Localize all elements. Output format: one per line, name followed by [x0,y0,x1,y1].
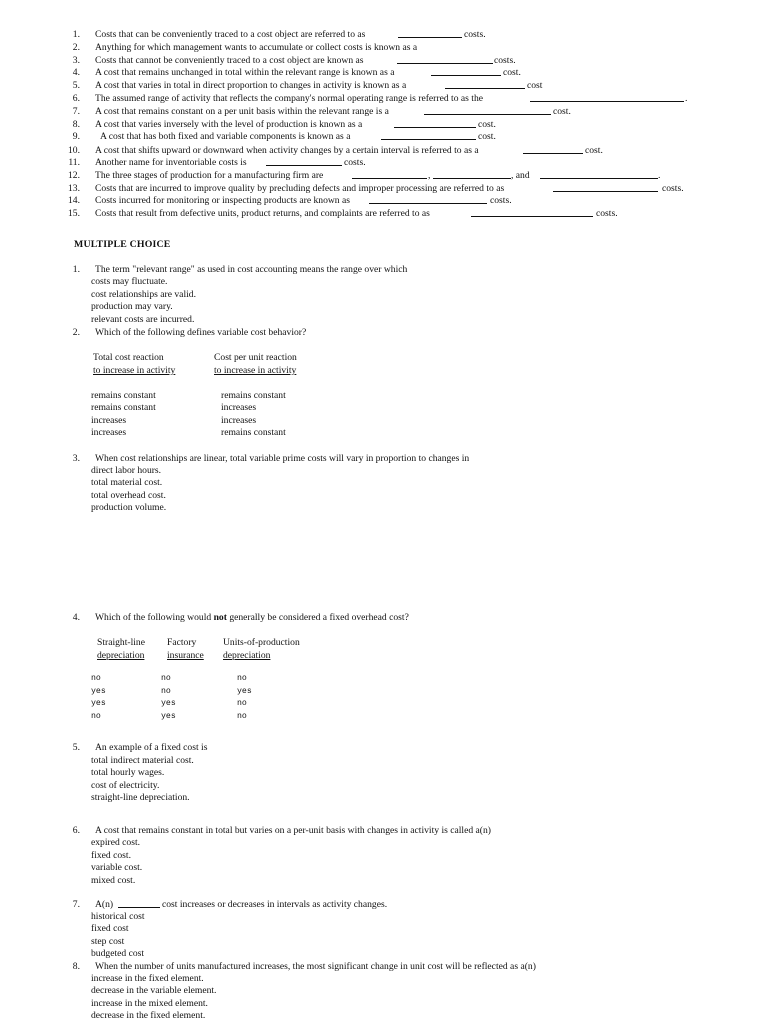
answer-option[interactable]: fixed cost. [91,850,131,861]
answer-option[interactable]: cost relationships are valid. [91,289,196,300]
answer-blank[interactable] [433,170,511,179]
answer-option[interactable]: increase in the fixed element. [91,973,204,984]
answer-option[interactable]: variable cost. [91,862,143,873]
answer-option[interactable]: no [91,674,101,683]
answer-option[interactable]: decrease in the fixed element. [91,1010,206,1021]
answer-option[interactable]: production may vary. [91,301,173,312]
answer-option[interactable]: yes [91,687,106,696]
answer-blank[interactable] [118,899,160,908]
answer-option[interactable]: expired cost. [91,837,141,848]
answer-option[interactable]: step cost [91,936,125,947]
answer-blank[interactable] [352,170,427,179]
answer-blank[interactable] [471,208,593,217]
answer-option[interactable]: fixed cost [91,923,129,934]
column-header: Units-of-production [223,637,300,648]
column-header: to increase in activity [214,365,297,376]
answer-blank[interactable] [530,93,684,102]
section-heading: MULTIPLE CHOICE [74,239,171,250]
answer-blank[interactable] [398,29,462,38]
answer-option[interactable]: costs may fluctuate. [91,276,168,287]
answer-option[interactable]: yes [91,699,106,708]
answer-option[interactable]: relevant costs are incurred. [91,314,195,325]
answer-option[interactable]: straight-line depreciation. [91,792,190,803]
answer-option[interactable]: decrease in the variable element. [91,985,217,996]
answer-option: increases [221,402,257,413]
answer-option: remains constant [221,390,286,401]
answer-option[interactable]: total overhead cost. [91,490,166,501]
answer-option[interactable]: total indirect material cost. [91,755,194,766]
answer-blank[interactable] [553,183,658,192]
answer-option[interactable]: no [91,712,101,721]
answer-option[interactable]: increases [91,427,127,438]
column-header: Factory [167,637,197,648]
answer-option[interactable]: direct labor hours. [91,465,162,476]
column-header: to increase in activity [93,365,176,376]
column-header: depreciation [223,650,271,661]
answer-option[interactable]: increase in the mixed element. [91,998,208,1009]
answer-option[interactable]: total material cost. [91,477,163,488]
answer-option[interactable]: budgeted cost [91,948,145,959]
answer-option[interactable]: remains constant [91,390,156,401]
answer-blank[interactable] [424,106,551,115]
answer-option[interactable]: total hourly wages. [91,767,165,778]
column-header: depreciation [97,650,145,661]
answer-blank[interactable] [445,80,525,89]
column-header: Total cost reaction [93,352,164,363]
answer-option: remains constant [221,427,286,438]
answer-blank[interactable] [540,170,658,179]
column-header: Cost per unit reaction [214,352,297,363]
answer-blank[interactable] [397,55,493,64]
column-header: Straight-line [97,637,145,648]
answer-option[interactable]: remains constant [91,402,156,413]
answer-option[interactable]: increases [91,415,127,426]
answer-blank[interactable] [431,67,501,76]
answer-option: increases [221,415,257,426]
answer-blank[interactable] [394,119,476,128]
answer-option[interactable]: cost of electricity. [91,780,160,791]
answer-option[interactable]: production volume. [91,502,167,513]
answer-blank[interactable] [381,131,476,140]
answer-blank[interactable] [369,195,487,204]
answer-option[interactable]: mixed cost. [91,875,136,886]
column-header: insurance [167,650,204,661]
answer-option[interactable]: historical cost [91,911,145,922]
answer-blank[interactable] [266,157,342,166]
answer-blank[interactable] [523,145,583,154]
